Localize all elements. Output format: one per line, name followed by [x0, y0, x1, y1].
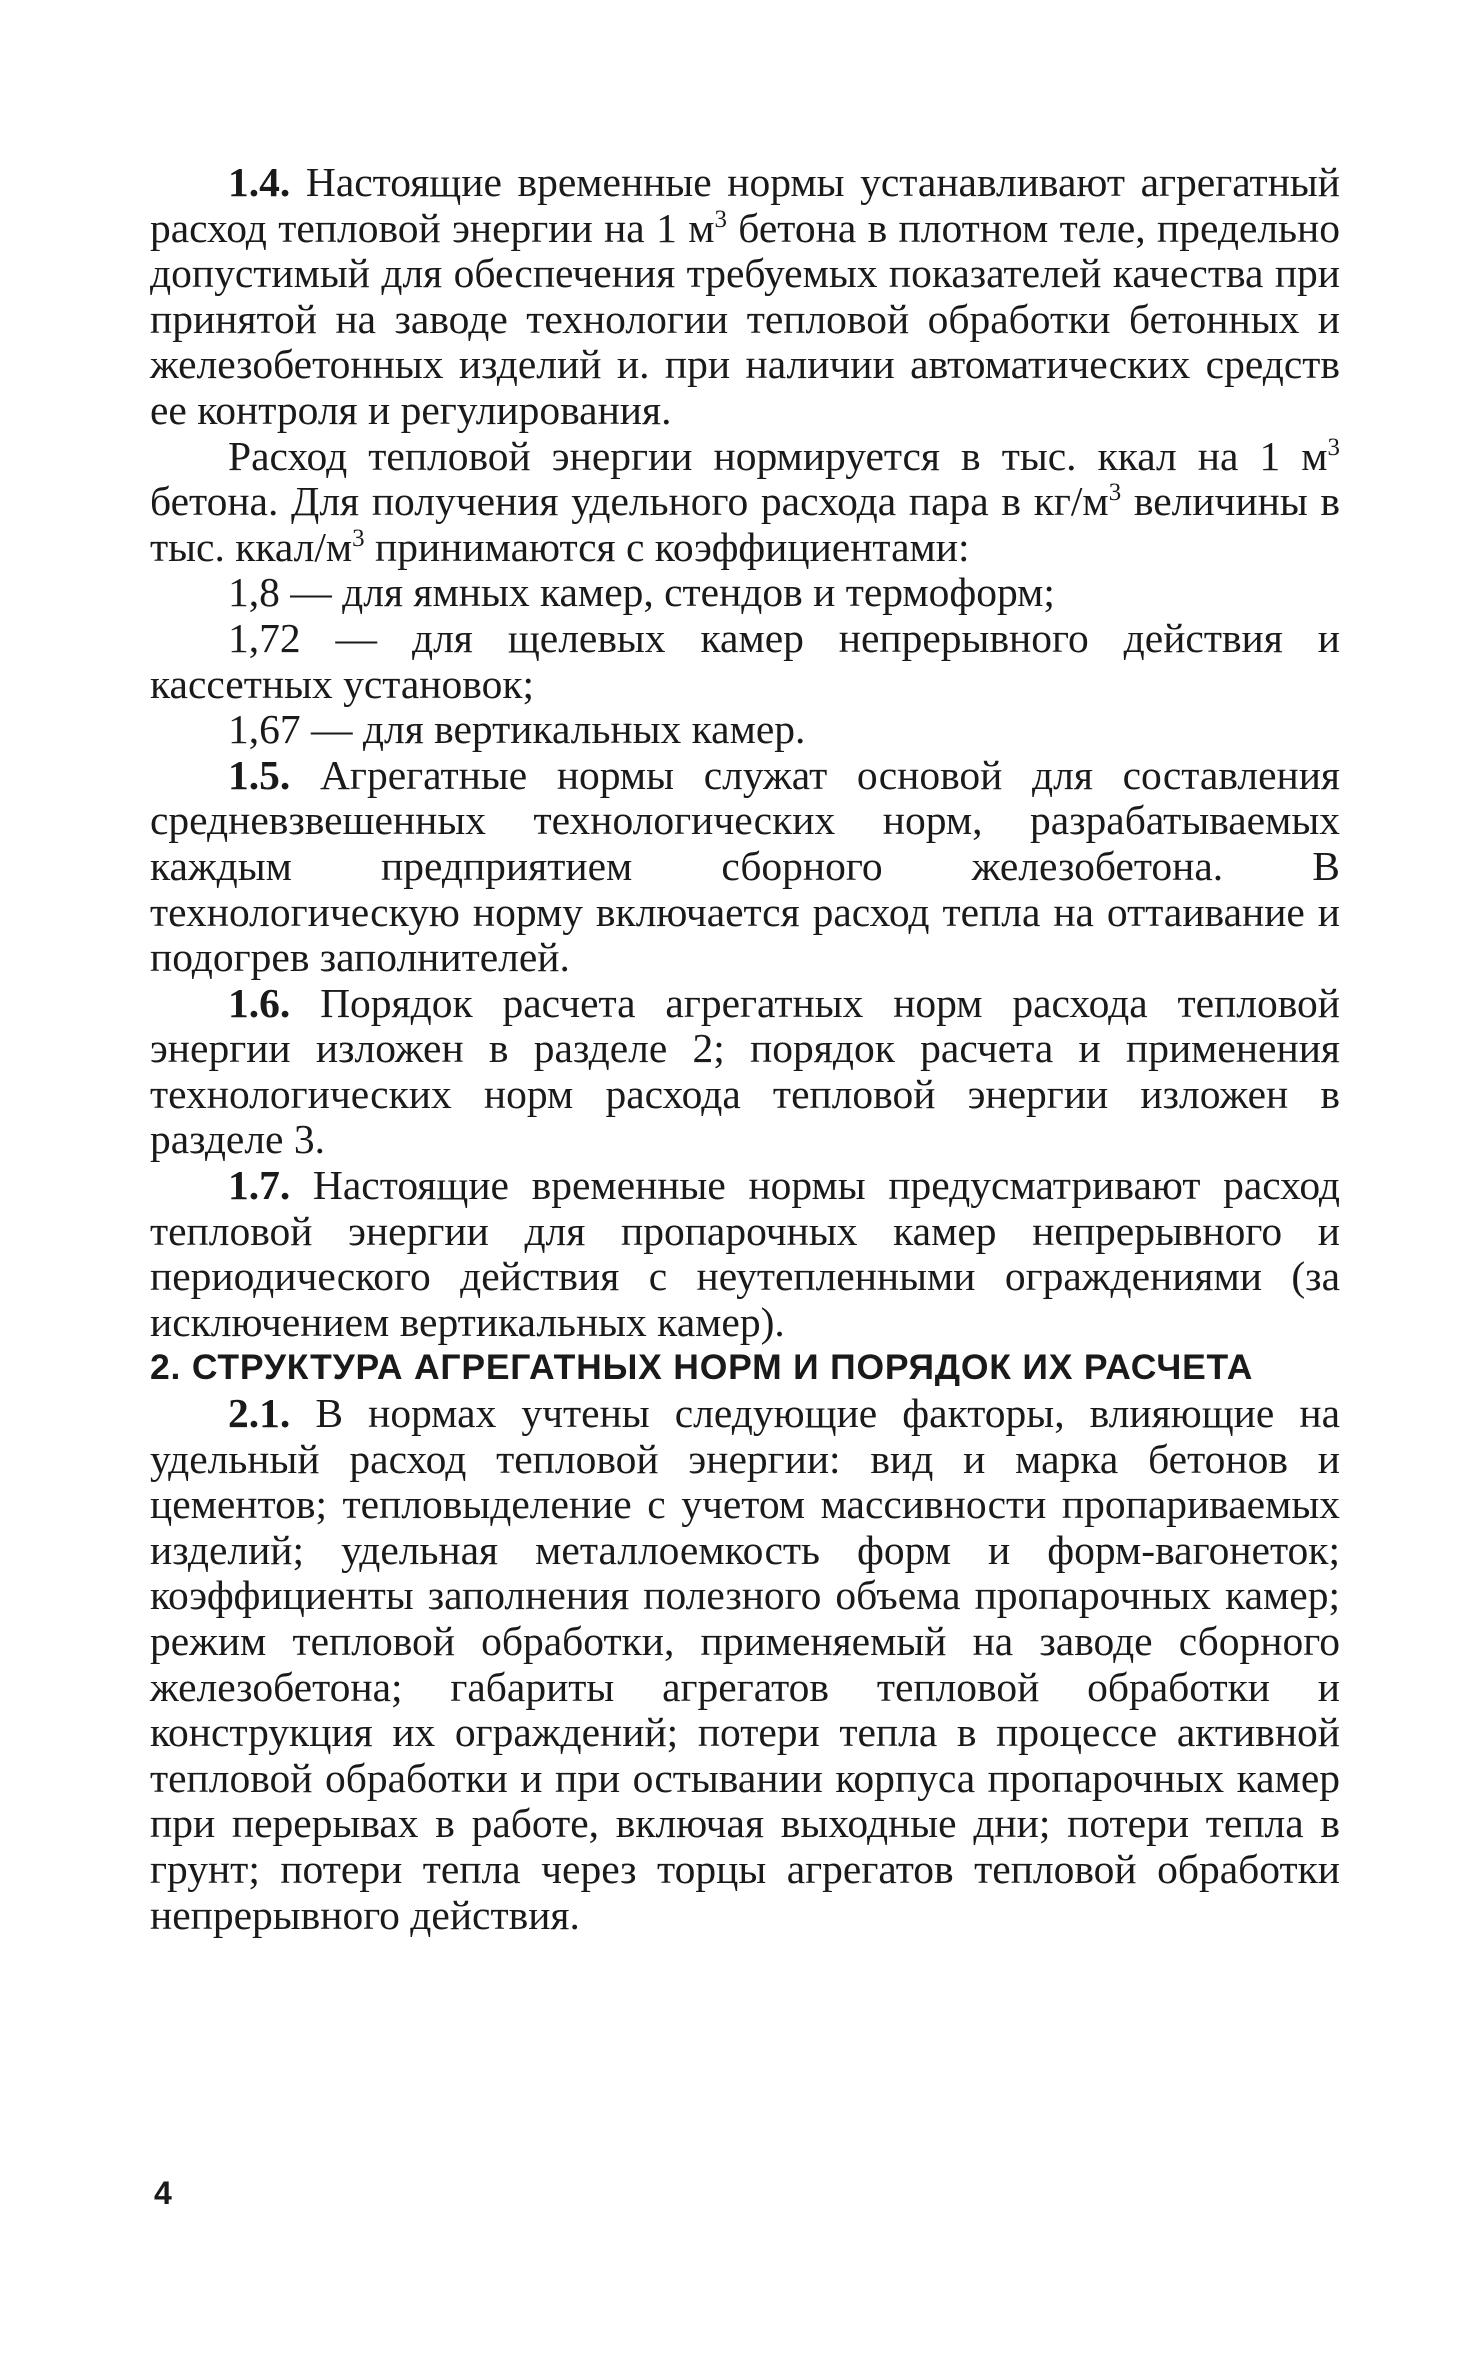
page-number: 4: [154, 2175, 172, 2211]
paragraph-text: В нормах учтены следующие факторы, влияющие на удельный расход тепловой энергии: вид и марка бетонов и цементов; тепловыделение с учетом массивности пропариваемых изделий; удельная металлоемкость форм и форм-вагонеток; коэффициенты заполнения полезного объема пропарочных камер; режим тепловой обработки, применяемый на заводе сборного железобетона; габариты агрегатов тепловой обработки и конструкция их ограждений; потери тепла в процессе активной тепловой обработки и при остывании корпуса пропарочных камер при перерывах в работе, включая выходные дни; потери тепла в грунт; потери тепла через торцы агрегатов тепловой обработки непрерывного действия.: [150, 1390, 1341, 1938]
paragraph-number: 1.5.: [228, 751, 291, 798]
coefficient-item: 1,72 — для щелевых камер непрерывного действия и кассетных установок;: [150, 614, 1340, 707]
coefficient-item: 1,8 — для ямных камер, стендов и термоформ;: [228, 569, 1055, 616]
paragraph-1-4: [150, 160, 1340, 434]
section-heading: 2. СТРУКТУРА АГРЕГАТНЫХ НОРМ И ПОРЯДОК ИХ РАСЧЕТА: [150, 1347, 1254, 1388]
paragraph-text: Настоящие временные нормы устанавливают агрегатный расход тепловой энергии на 1 $м^3$ бетона в плотном теле, предельно допустимый для обеспечения требуемых показателей качества при принятой на заводе технологии тепловой обработки бетонных и железобетонных изделий и. при наличии автоматических средств ее контроля и регулирования.: [150, 159, 1340, 433]
paragraph-1-5: [150, 753, 1340, 981]
paragraph-number: 1.7.: [228, 1162, 291, 1209]
paragraph-number: 1.6.: [228, 979, 291, 1026]
paragraph-1-7: [150, 1163, 1340, 1345]
text-column: [150, 160, 1340, 1938]
paragraph-text: Расход тепловой энергии нормируется в тыс. ккал на 1 $м^3$ бетона. Для получения удельного расхода пара в $кг/м^3$ величины в тыс. ккал/$м^3$ принимаются с коэффициентами:: [150, 432, 1340, 570]
coefficient-item: 1,67 — для вертикальных камер.: [228, 706, 806, 753]
paragraph-text: Порядок расчета агрегатных норм расхода тепловой энергии изложен в разделе 2; порядок расчета и применения технологических норм расхода тепловой энергии изложен в разделе 3.: [150, 979, 1340, 1163]
paragraph-1-6: [150, 981, 1340, 1163]
paragraph-text: Агрегатные нормы служат основой для составления средневзвешенных технологических норм, разрабатываемых каждым предприятием сборного железобетона. В технологическую норму включается расход тепла на оттаивание и подогрев заполнителей.: [150, 751, 1341, 981]
paragraph-number: 1.4.: [228, 159, 291, 205]
paragraph-2-1: [150, 1391, 1340, 1938]
paragraph-number: 2.1.: [228, 1390, 291, 1437]
paragraph-text: Настоящие временные нормы предусматривают расход тепловой энергии для пропарочных камер непрерывного и периодического действия с неутепленными ограждениями (за исключением вертикальных камер).: [150, 1162, 1341, 1345]
paragraph-rashod: [150, 434, 1340, 571]
